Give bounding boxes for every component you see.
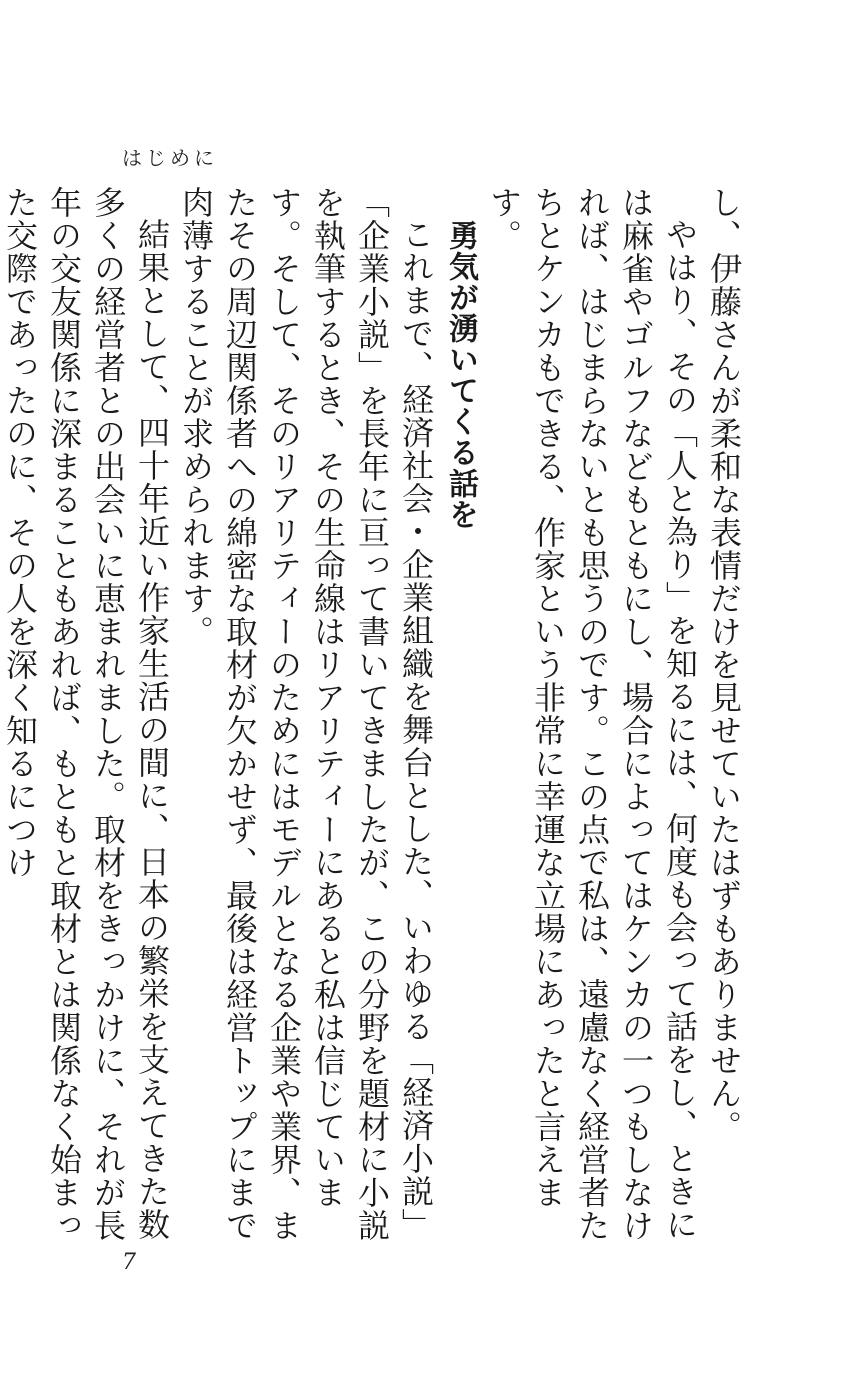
paragraph-3: これまで、経済社会・企業組織を舞台とした、いわゆる「経済小説」「企業小説」を長年に亘って書いてきましたが、この分野を題材に小説を執筆するとき、その生命線はリアリティーにあると私は信じています。そして、そのリアリティーのためにはモデルとなる企業や業界、またその周辺関係者への綿密な取材が欠かせず、最後は経営トップにまで肉薄することが求められます。 [177, 186, 435, 1242]
paragraph-2: やはり、その「人と為り」を知るには、何度も会って話をし、ときには麻雀やゴルフなどもともにし、場合によってはケンカの一つもしなければ、はじまらないとも思うのです。この点で私は、遠慮なく経営者たちとケンカもできる、作家という非常に幸運な立場にあったと言えます。 [485, 186, 699, 1242]
page-number: 7 [122, 1250, 136, 1275]
paragraph-4: 結果として、四十年近い作家生活の間に、日本の繁栄を支えてきた数多くの経営者との出会いに恵まれました。取材をきっかけに、それが長年の交友関係に深まることもあれば、もともと取材とは関係なく始まった交際であったのに、その人を深く知るにつけ [1, 186, 171, 1242]
section-heading: 勇気が湧いてくる話を [443, 220, 478, 530]
paragraph-1: し、伊藤さんが柔和な表情だけを見せていたはずもありません。 [705, 186, 743, 1143]
body-text [1, 186, 746, 1246]
running-head: はじめに [122, 146, 218, 170]
